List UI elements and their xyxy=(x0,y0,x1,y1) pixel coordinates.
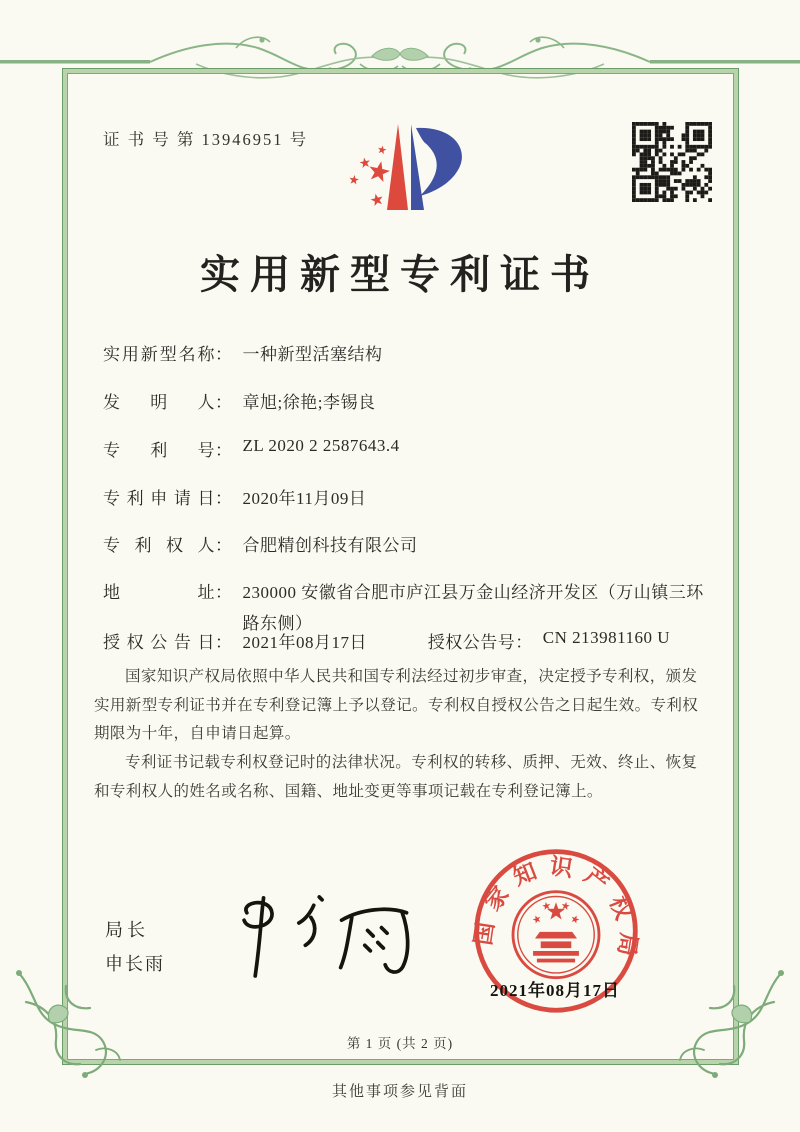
field-value: 230000 安徽省合肥市庐江县万金山经济开发区（万山镇三环路东侧） xyxy=(242,583,704,633)
field-label: 地址 xyxy=(103,583,215,602)
legal-text xyxy=(94,663,712,806)
field-value: CN 213981160 U xyxy=(542,628,671,647)
field-label: 专利号 xyxy=(103,441,215,460)
field-value: 合肥精创科技有限公司 xyxy=(242,536,418,555)
field-row-grant xyxy=(103,628,670,653)
field-row-name: 实用新型名称： 一种新型活塞结构 xyxy=(103,340,383,365)
seal-date: 2021年08月17日 xyxy=(490,981,620,1000)
certificate-title: 实用新型专利证书 xyxy=(200,252,600,297)
director-signature xyxy=(232,882,427,990)
back-note: 其他事项参见背面 xyxy=(331,1084,468,1100)
field-value: 章旭;徐艳;李锡良 xyxy=(242,393,376,412)
field-row-patent-no: 专利号： ZL 2020 2 2587643.4 xyxy=(103,436,400,460)
seal-text: 国家知识产权局 xyxy=(470,853,642,968)
director-name-label: 申长雨 xyxy=(105,954,165,974)
legal-paragraph-1: 国家知识产权局依照中华人民共和国专利法经过初步审查，决定授予专利权，颁发实用新型专利证书并在专利登记簿上予以登记。专利权自授权公告之日起生效。专利权期限为十年，自申请日起算。 xyxy=(94,668,699,743)
field-value: 2021年08月17日 xyxy=(242,633,367,652)
qr-code xyxy=(632,122,712,202)
field-label: 专利申请日 xyxy=(103,489,215,508)
field-label: 授权公告日 xyxy=(103,633,215,652)
field-label: 授权公告号 xyxy=(427,633,516,652)
field-row-patentee: 专利权人： 合肥精创科技有限公司 xyxy=(103,531,418,556)
field-value: ZL 2020 2 2587643.4 xyxy=(242,436,400,455)
bottom-right-flourish xyxy=(654,962,794,1097)
grant-date-group: 授权公告日： 2021年08月17日 xyxy=(103,633,367,652)
logo-red-wedge xyxy=(387,124,408,210)
cnipa-logo-icon xyxy=(332,116,482,234)
page-number: 第 1 页 (共 2 页) xyxy=(346,1036,454,1051)
field-value: 2020年11月09日 xyxy=(242,489,367,508)
logo-blue-p-bowl xyxy=(416,128,462,196)
grant-number-group: 授权公告号： CN 213981160 U xyxy=(427,628,671,652)
director-role-label: 局长 xyxy=(105,920,149,940)
bottom-left-flourish xyxy=(6,962,146,1097)
field-label: 实用新型名称 xyxy=(103,345,215,364)
certificate-number: 证 书 号 第 13946951 号 xyxy=(103,130,309,149)
field-row-address: 地址： 230000 安徽省合肥市庐江县万金山经济开发区（万山镇三环路东侧） xyxy=(103,578,713,639)
legal-paragraph-2: 专利证书记载专利权登记时的法律状况。专利权的转移、质押、无效、终止、恢复和专利权人的姓名或名称、国籍、地址变更等事项记载在专利登记簿上。 xyxy=(94,754,698,800)
field-label: 专利权人 xyxy=(103,536,215,555)
field-row-inventors: 发明人： 章旭;徐艳;李锡良 xyxy=(103,388,375,413)
field-label: 发明人 xyxy=(103,393,215,412)
field-value: 一种新型活塞结构 xyxy=(242,345,383,364)
field-row-filing-date: 专利申请日： 2020年11月09日 xyxy=(103,484,366,509)
